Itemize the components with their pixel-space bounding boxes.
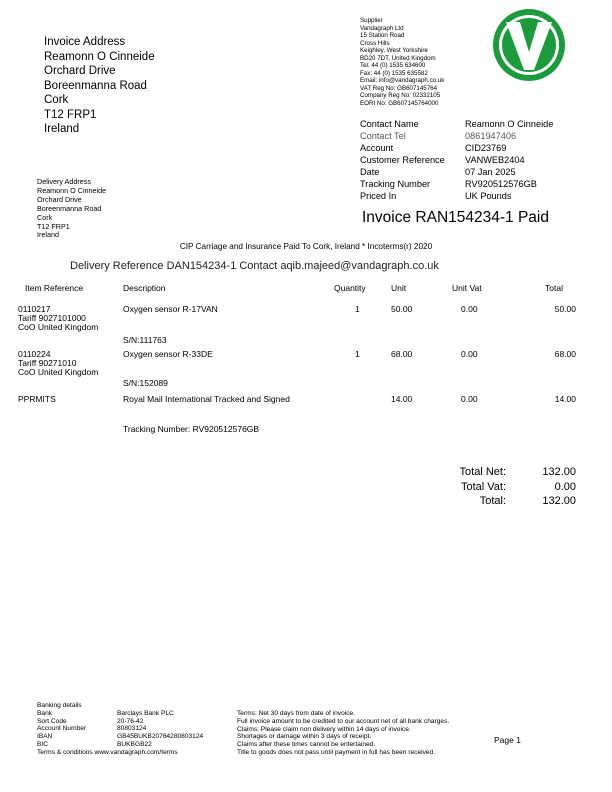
supplier-line: Vandagraph Ltd — [360, 24, 404, 32]
supplier-line: Cross Hills — [360, 39, 390, 47]
supplier-line: Fax: 44 (0) 1535 635582 — [360, 69, 428, 77]
item-coo: CoO United Kingdom — [18, 367, 99, 377]
item-description: Oxygen sensor R-33DE — [123, 349, 213, 359]
logo-v-icon — [492, 8, 566, 82]
item-quantity: 1 — [355, 304, 360, 314]
banking-row — [37, 725, 203, 733]
banking-row — [37, 710, 203, 718]
total-label: Total Net: — [459, 466, 506, 478]
banking-label: IBAN — [37, 733, 53, 741]
supplier-line: VAT Reg No: GB607145764 — [360, 84, 438, 92]
item-description: Oxygen sensor R-17VAN — [123, 304, 218, 314]
contact-label: Contact Tel — [360, 131, 406, 141]
contact-label: Date — [360, 167, 380, 177]
terms-line: Claims after these times cannot be entertained. — [237, 741, 376, 749]
tracking-note: Tracking Number: RV920512576GB — [123, 424, 260, 434]
item-tariff: Tariff 9027101000 — [18, 313, 86, 323]
total-value: 132.00 — [542, 495, 576, 507]
contact-value: 07 Jan 2025 — [465, 167, 516, 177]
total-vat-row — [430, 480, 576, 495]
invoice-address-line: Ireland — [44, 123, 80, 135]
total-label: Total: — [479, 495, 506, 507]
banking-value: BUKBGB22 — [117, 740, 152, 748]
invoice-address-line: Boreenmanna Road — [44, 79, 147, 92]
item-reference: 0110224 — [18, 349, 51, 359]
banking-row — [37, 718, 203, 726]
contact-row — [360, 118, 553, 130]
item-serial: S/N:152089 — [123, 378, 168, 388]
supplier-line: Company Reg No: 02332105 — [360, 92, 441, 99]
incoterms-line: CIP Carriage and Insurance Paid To Cork, Ireland * Incoterms(r) 2020 — [179, 242, 433, 251]
contact-row — [360, 142, 553, 154]
banking-details — [37, 702, 203, 757]
terms-line: Title to goods does not pass until payment in full has been received. — [237, 748, 436, 756]
supplier-line: Tel: 44 (0) 1535 634600 — [360, 62, 426, 69]
contact-label: Contact Name — [360, 119, 419, 129]
contact-value: 0861947406 — [465, 131, 517, 141]
contact-value: VANWEB2404 — [465, 155, 525, 165]
item-coo: CoO United Kingdom — [18, 322, 99, 332]
item-unit-vat: 0.00 — [461, 394, 478, 404]
item-total: 50.00 — [554, 304, 576, 314]
banking-label: BIC — [37, 740, 48, 748]
total-value: 0.00 — [554, 480, 576, 493]
contact-row — [360, 130, 553, 142]
banking-row — [37, 733, 203, 741]
header-description: Description — [123, 283, 166, 293]
supplier-line: Email: info@vandagraph.co.uk — [360, 77, 445, 84]
contact-row — [360, 166, 553, 178]
item-total: 14.00 — [554, 394, 576, 404]
contact-value: UK Pounds — [465, 191, 512, 201]
contact-label: Priced In — [360, 191, 397, 201]
item-unit-vat: 0.00 — [461, 349, 478, 359]
contact-label: Tracking Number — [360, 179, 431, 189]
supplier-line: EORI No: GB607145764000 — [360, 99, 439, 107]
item-quantity: 1 — [355, 349, 360, 359]
delivery-address-line: T12 FRP1 — [37, 221, 70, 231]
terms-link[interactable]: Terms & conditions www.vandagraph.com/terms — [37, 748, 178, 756]
header-item-reference: Item Reference — [25, 283, 84, 293]
supplier-line: BD20 7DT, United Kingdom — [360, 54, 436, 62]
item-total: 68.00 — [554, 349, 576, 359]
item-unit-vat: 0.00 — [461, 304, 478, 314]
contact-details — [360, 118, 553, 202]
item-unit: 68.00 — [391, 349, 413, 359]
invoice-address-line: Cork — [44, 94, 69, 106]
item-unit: 14.00 — [391, 394, 413, 404]
terms-line: Shortages or damage within 3 days of receipt. — [237, 733, 372, 741]
terms-line: Full invoice amount to be credited to our account net of all bank charges. — [237, 717, 450, 725]
contact-label: Customer Reference — [360, 155, 445, 165]
delivery-address-line: Ireland — [37, 230, 59, 240]
invoice-title: Invoice RAN154234-1 Paid — [362, 209, 549, 226]
header-unit: Unit — [391, 283, 407, 293]
totals — [430, 465, 576, 509]
page-number: Page 1 — [494, 735, 521, 745]
contact-label: Account — [360, 143, 394, 153]
banking-value: 20-76-42 — [117, 717, 144, 725]
contact-value: RV920512576GB — [465, 179, 537, 189]
contact-row — [360, 154, 553, 166]
banking-label: Bank — [37, 709, 53, 717]
item-reference: 0110217 — [18, 304, 51, 314]
item-unit: 50.00 — [391, 304, 413, 314]
contact-row — [360, 178, 553, 190]
delivery-address-heading: Delivery Address — [37, 177, 91, 186]
banking-row — [37, 741, 203, 749]
invoice-address-line: T12 FRP1 — [44, 108, 97, 121]
delivery-address-line: Boreenmanna Road — [37, 203, 102, 213]
total-value: 132.00 — [542, 466, 576, 478]
total-net-row — [430, 465, 576, 480]
item-description: Royal Mail International Tracked and Signed — [123, 394, 290, 404]
item-serial: S/N:111763 — [123, 335, 167, 345]
contact-value: CID23769 — [465, 143, 507, 153]
banking-value: GB45BUKB20764280803124 — [117, 733, 204, 741]
delivery-address-line: Orchard Drive — [37, 194, 82, 204]
grand-total-row — [430, 494, 576, 509]
terms-line: Terms: Net 30 days from date of invoice. — [237, 710, 356, 717]
supplier-details — [360, 17, 444, 107]
supplier-line: Keighley, West Yorkshire — [360, 47, 428, 54]
terms-line: Claims: Please claim non delivery within 14 days of invoice. — [237, 725, 411, 733]
total-label: Total Vat: — [460, 480, 506, 493]
supplier-line: Supplier — [360, 17, 383, 24]
item-reference: PPRMITS — [18, 394, 56, 404]
banking-value: Barclays Bank PLC — [117, 709, 174, 717]
invoice-address-line: Reamonn O Cinneide — [44, 50, 155, 63]
delivery-address-line: Reamonn O Cinneide — [37, 185, 107, 195]
banking-label: Sort Code — [37, 717, 67, 725]
banking-label: Account Number — [37, 725, 87, 733]
header-quantity: Quantity — [334, 283, 366, 293]
contact-value: Reamonn O Cinneide — [465, 119, 554, 129]
invoice-address-heading: Invoice Address — [44, 36, 126, 48]
delivery-address — [37, 178, 106, 240]
delivery-address-line: Cork — [37, 212, 53, 222]
invoice-address — [44, 35, 155, 137]
payment-terms — [237, 710, 449, 757]
header-total: Total — [545, 283, 563, 293]
invoice-address-line: Orchard Drive — [44, 65, 116, 77]
delivery-reference: Delivery Reference DAN154234-1 Contact aqib.majeed@vandagraph.co.uk — [70, 260, 439, 272]
supplier-line: 15 Station Road — [360, 32, 405, 39]
banking-heading: Banking details — [37, 702, 82, 709]
vandagraph-logo — [492, 8, 566, 82]
contact-row — [360, 190, 553, 202]
header-unit-vat: Unit Vat — [452, 283, 482, 293]
item-tariff: Tariff 90271010 — [18, 358, 77, 368]
banking-value: 80803124 — [117, 725, 147, 733]
